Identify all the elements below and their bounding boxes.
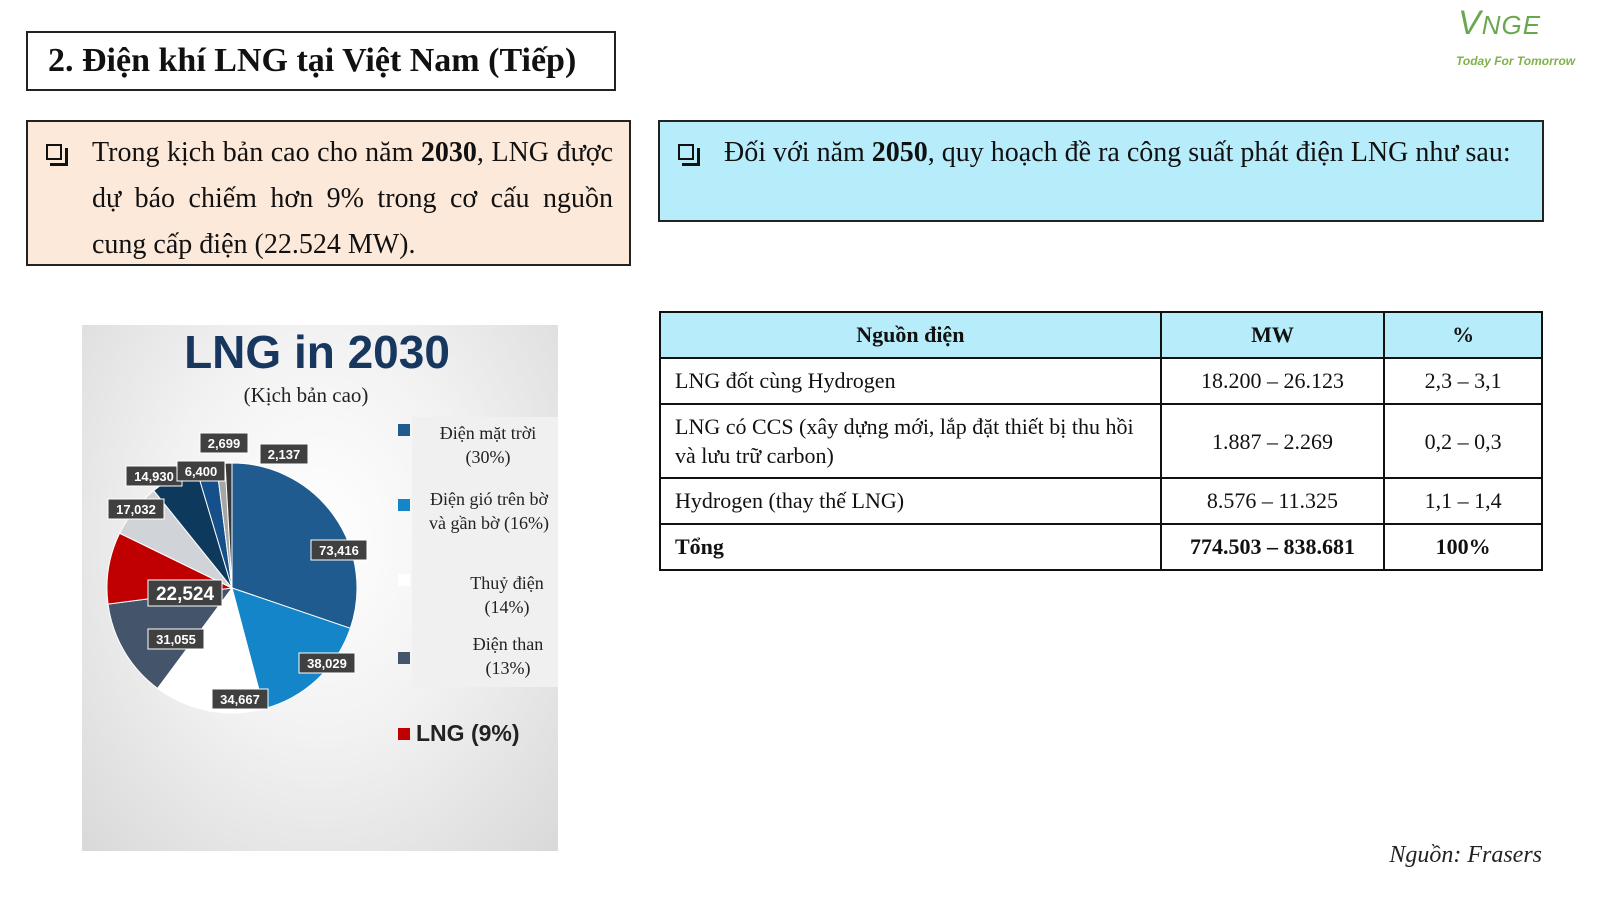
data-label [260,444,308,464]
table-cell-source: LNG đốt cùng Hydrogen [660,358,1161,404]
table-cell-percent: 2,3 – 3,1 [1384,358,1542,404]
data-label-text: 73,416 [319,543,359,558]
note-2050-text [724,130,1511,220]
chart-subtitle: (Kịch bản cao) [243,383,369,407]
data-label-text: 17,032 [116,502,156,517]
data-label [200,433,248,453]
table-cell-total-mw: 774.503 – 838.681 [1161,524,1385,570]
note-2050-after: , quy hoạch đề ra công suất phát điện LNG như sau: [927,137,1511,168]
table-cell-mw: 8.576 – 11.325 [1161,478,1385,524]
table-row [660,478,1542,524]
vnge-logo [1450,4,1580,70]
data-label-text: 14,930 [134,469,174,484]
lng-2050-table [659,311,1543,571]
table-cell-percent: 0,2 – 0,3 [1384,404,1542,478]
table-cell-mw: 18.200 – 26.123 [1161,358,1385,404]
chart-title: LNG in 2030 [184,326,450,378]
note-2030-text [92,130,613,264]
data-label [148,580,222,606]
data-label-text: 38,029 [307,656,347,671]
data-label-text: 6,400 [184,464,218,479]
data-label-text: 34,667 [220,692,260,707]
data-label [148,629,204,649]
note-2050-bold: 2050 [871,137,928,168]
legend-label: LNG (9%) [416,720,520,746]
logo-mark [1458,4,1541,43]
data-label [108,499,164,519]
slide-title-box [26,31,616,91]
column-header-source: Nguồn điện [660,312,1161,358]
table-cell-total-label: Tổng [660,524,1161,570]
table-cell-percent: 1,1 – 1,4 [1384,478,1542,524]
legend-label: Điện gió trên bờ và gần bờ (16%) [429,489,549,533]
note-2030 [26,120,631,266]
table-row [660,404,1542,478]
legend-label: Điện than (13%) [472,634,544,678]
note-2030-before: Trong kịch bản cao cho năm [92,137,421,168]
column-header-mw: MW [1161,312,1385,358]
column-header-percent: % [1384,312,1542,358]
pie-chart [82,325,558,851]
table-row [660,358,1542,404]
table-cell-source: Hydrogen (thay thế LNG) [660,478,1161,524]
data-label [311,540,367,560]
table-header-row [660,312,1542,358]
note-2050-before: Đối với năm [724,137,872,168]
slide-title: 2. Điện khí LNG tại Việt Nam (Tiếp) [48,42,577,79]
logo-mark-big: V [1458,4,1482,42]
legend-label: Điện mặt trời (30%) [439,423,537,467]
pie-chart-panel [82,325,558,851]
data-label-text: 31,055 [156,632,196,647]
table-cell-total-percent: 100% [1384,524,1542,570]
data-label-text: 2,699 [207,436,241,451]
data-label [126,466,182,486]
data-label [299,653,355,673]
data-label [212,689,268,709]
source-note: Nguồn: Frasers [1389,842,1542,868]
note-2030-after: , LNG được dự báo chiếm hơn 9% trong cơ cấu nguồn cung cấp điện (22.524 MW). [92,137,613,260]
table-cell-source: LNG có CCS (xây dựng mới, lắp đặt thiết bị thu hồi và lưu trữ carbon) [660,404,1161,478]
checkbox-bullet-icon [678,144,694,160]
table-total-row [660,524,1542,570]
checkbox-bullet-icon [46,144,62,160]
logo-tagline: Today For Tomorrow [1456,54,1576,68]
data-label [177,461,225,481]
legend-label: Thuỷ điện (14%) [470,573,544,617]
table-cell-mw: 1.887 – 2.269 [1161,404,1385,478]
data-label-text: 22,524 [155,584,215,605]
note-2030-bold: 2030 [420,137,477,168]
logo-mark-rest: NGE [1481,10,1542,40]
data-label-text: 2,137 [267,447,301,462]
note-2050 [658,120,1544,222]
